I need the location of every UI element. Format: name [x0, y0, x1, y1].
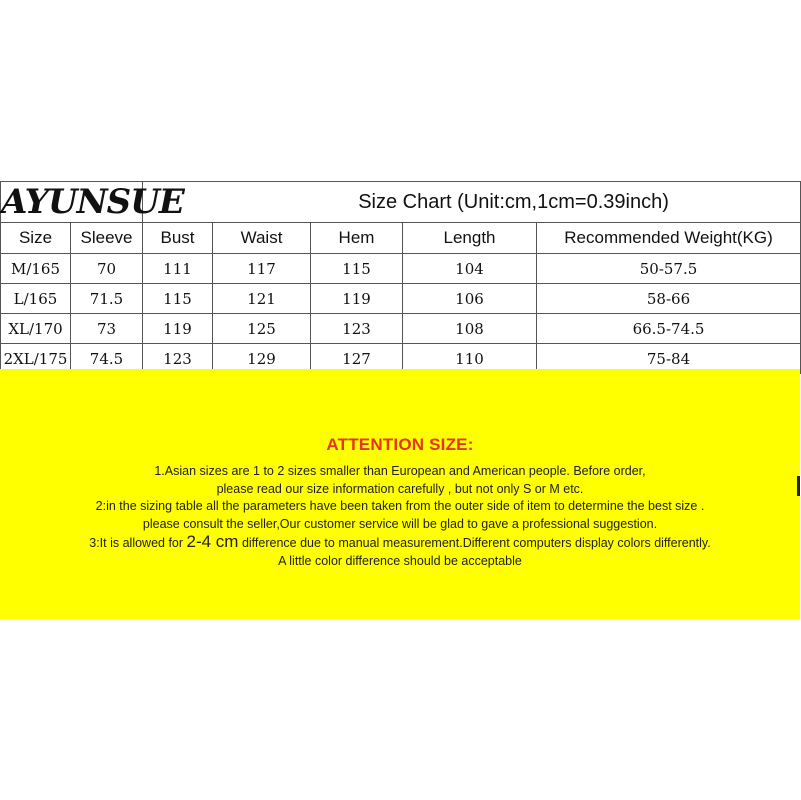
- cell-hem: 123: [311, 314, 403, 344]
- attention-banner: [0, 369, 800, 619]
- brand-logo: AYUNSUE: [1, 182, 184, 222]
- header-row: [1, 223, 801, 254]
- cell-waist: 121: [213, 284, 311, 314]
- table-row: [1, 254, 801, 284]
- notice-line-5: [0, 533, 800, 553]
- cell-length: 106: [403, 284, 537, 314]
- cell-sleeve: 70: [71, 254, 143, 284]
- cell-weight: 50-57.5: [537, 254, 801, 284]
- cell-bust: 111: [143, 254, 213, 284]
- cell-bust: 119: [143, 314, 213, 344]
- cell-hem: 115: [311, 254, 403, 284]
- attention-heading: ATTENTION SIZE:: [326, 435, 474, 454]
- cell-weight: 75-84: [537, 344, 801, 374]
- cell-hem: 127: [311, 344, 403, 374]
- notice-line-6: A little color difference should be acceptable: [278, 553, 522, 568]
- cell-waist: 129: [213, 344, 311, 374]
- cell-length: 110: [403, 344, 537, 374]
- notice-line-3: 2:in the sizing table all the parameters have been taken from the outer side of item to determine the best size .: [95, 499, 705, 513]
- cell-length: 108: [403, 314, 537, 344]
- cell-sleeve: 71.5: [71, 284, 143, 314]
- table-row: [1, 284, 801, 314]
- notice-line-4: please consult the seller,Our customer service will be glad to gave a professional suggestion.: [142, 516, 658, 531]
- table-row: [1, 314, 801, 344]
- header-waist: Waist: [213, 223, 311, 254]
- header-sleeve: Sleeve: [71, 223, 143, 254]
- cell-weight: 66.5-74.5: [537, 314, 801, 344]
- cell-length: 104: [403, 254, 537, 284]
- tolerance-highlight: 2-4 cm: [186, 532, 239, 551]
- cell-size: L/165: [1, 284, 71, 314]
- cell-size: M/165: [1, 254, 71, 284]
- cell-bust: 123: [143, 344, 213, 374]
- notice-line-5-end: difference due to manual measurement.Different computers display colors differently.: [238, 536, 711, 550]
- edge-marker: [797, 476, 800, 496]
- cell-waist: 125: [213, 314, 311, 344]
- cell-bust: 115: [143, 284, 213, 314]
- header-recommended-weight: Recommended Weight(KG): [537, 223, 801, 254]
- cell-sleeve: 74.5: [71, 344, 143, 374]
- notice-line-1: 1.Asian sizes are 1 to 2 sizes smaller than European and American people. Before order,: [154, 464, 646, 478]
- notice-line-2: please read our size information carefully , but not only S or M etc.: [216, 481, 584, 496]
- title-row: [1, 182, 801, 223]
- cell-size: XL/170: [1, 314, 71, 344]
- header-hem: Hem: [311, 223, 403, 254]
- cell-size: 2XL/175: [1, 344, 71, 374]
- cell-hem: 119: [311, 284, 403, 314]
- cell-waist: 117: [213, 254, 311, 284]
- cell-weight: 58-66: [537, 284, 801, 314]
- header-size: Size: [1, 223, 71, 254]
- header-length: Length: [403, 223, 537, 254]
- cell-sleeve: 73: [71, 314, 143, 344]
- notice-line-5-start: 3:It is allowed for: [89, 536, 187, 550]
- header-bust: Bust: [143, 223, 213, 254]
- chart-title: Size Chart (Unit:cm,1cm=0.39inch): [143, 182, 801, 223]
- size-chart-table: [0, 181, 801, 374]
